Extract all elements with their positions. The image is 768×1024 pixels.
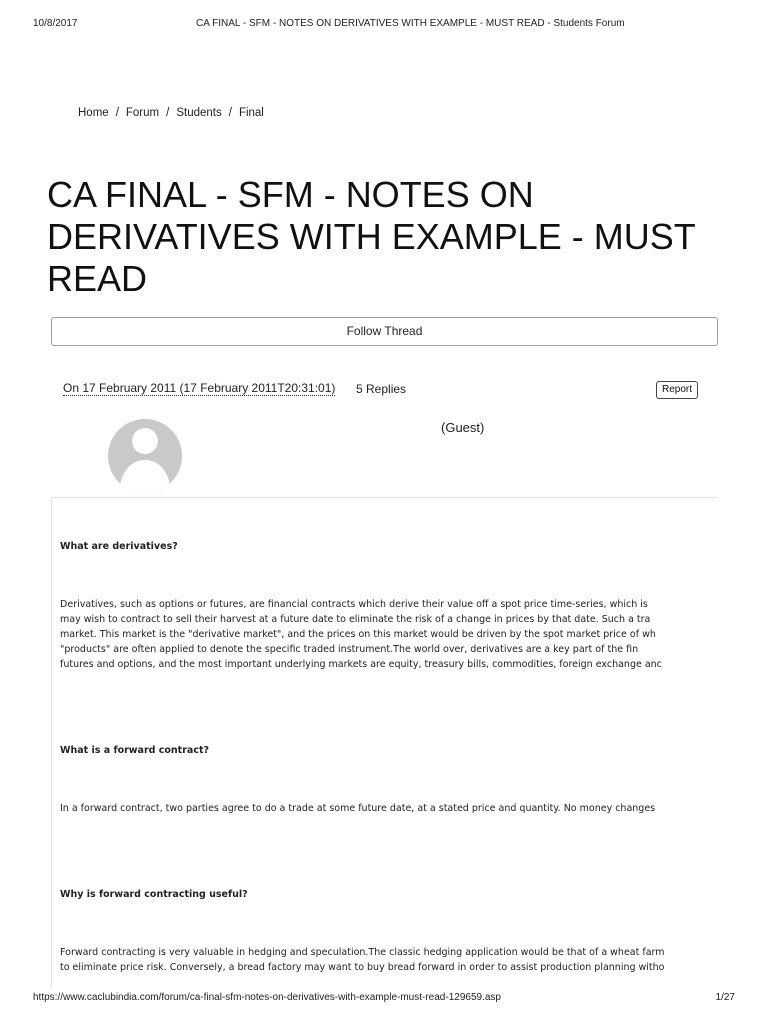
paragraph-line: to eliminate price risk. Conversely, a bread factory may want to buy bread forward in order to assist production planning witho <box>60 962 665 973</box>
post-section <box>60 743 718 816</box>
breadcrumb <box>78 106 264 120</box>
post-section <box>60 887 718 975</box>
posted-date: On 17 February 2011 (17 February 2011T20:31:01) <box>63 381 336 395</box>
print-page-number: 1/27 <box>715 992 735 1003</box>
author-name: (Guest) <box>441 420 485 435</box>
paragraph-line: Forward contracting is very valuable in hedging and speculation.The classic hedging application would be that of a wheat farm <box>60 947 665 958</box>
section-heading: Why is forward contracting useful? <box>60 889 248 900</box>
paragraph-line: Derivatives, such as options or futures, are financial contracts which derive their value off a spot price time-series, which is <box>60 599 648 610</box>
breadcrumb-final[interactable]: Final <box>238 107 264 119</box>
follow-thread-button[interactable]: Follow Thread <box>51 317 718 346</box>
paragraph-line: market. This market is the "derivative market", and the prices on this market would be driven by the spot market price of wh <box>60 629 656 640</box>
paragraph-line: futures and options, and the most important underlying markets are equity, treasury bills, commodities, foreign exchange anc <box>60 659 662 670</box>
section-paragraph <box>60 801 718 816</box>
print-url: https://www.caclubindia.com/forum/ca-final-sfm-notes-on-derivatives-with-example-must-read-129659.asp <box>33 992 501 1003</box>
post-body <box>51 497 718 988</box>
report-button[interactable]: Report <box>656 381 698 399</box>
thread-title: CA FINAL - SFM - NOTES ON DERIVATIVES WITH EXAMPLE - MUST READ <box>47 174 696 299</box>
paragraph-line: "products" are often applied to denote the specific traded instrument.The world over, derivatives are a key part of the fin <box>60 644 639 655</box>
paragraph-line: In a forward contract, two parties agree to do a trade at some future date, at a stated price and quantity. No money changes <box>60 803 656 814</box>
breadcrumb-separator: / <box>166 107 170 119</box>
breadcrumb-separator: / <box>228 107 232 119</box>
breadcrumb-separator: / <box>115 107 119 119</box>
reply-count: 5 Replies <box>356 382 407 396</box>
section-heading: What are derivatives? <box>60 541 178 552</box>
print-date: 10/8/2017 <box>33 18 78 29</box>
section-paragraph <box>60 597 718 672</box>
breadcrumb-home[interactable]: Home <box>78 107 109 119</box>
breadcrumb-forum[interactable]: Forum <box>125 107 160 119</box>
default-user-avatar-icon <box>107 418 183 494</box>
section-heading: What is a forward contract? <box>60 745 210 756</box>
paragraph-line: may wish to contract to sell their harvest at a future date to eliminate the risk of a change in prices by that date. Such a tra <box>60 614 651 625</box>
section-paragraph <box>60 945 718 975</box>
breadcrumb-students[interactable]: Students <box>176 107 222 119</box>
post-section <box>60 539 718 672</box>
print-document-title: CA FINAL - SFM - NOTES ON DERIVATIVES WITH EXAMPLE - MUST READ - Students Forum <box>196 18 625 29</box>
